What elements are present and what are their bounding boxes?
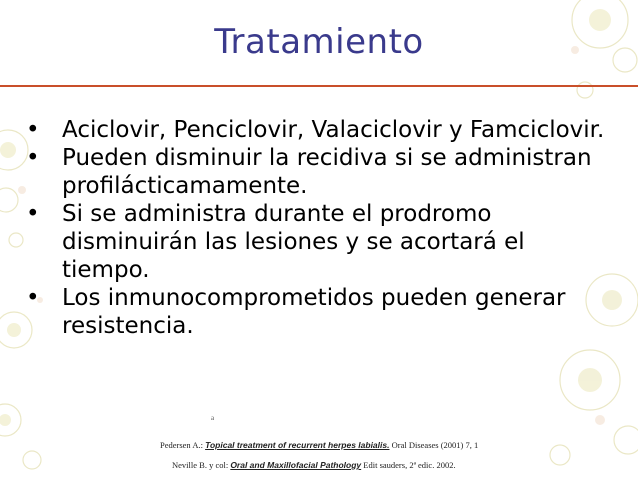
bullet-text: Los inmunocomprometidos pueden generar resistencia. [62, 285, 566, 339]
reference-line [160, 440, 478, 450]
small-marker: a [211, 414, 215, 422]
bullet-item [26, 116, 616, 144]
bullet-item [26, 200, 616, 284]
bullet-item [26, 284, 616, 340]
title-divider [0, 85, 638, 87]
reference-title: Topical treatment of recurrent herpes labialis. [205, 440, 390, 450]
bullet-dot: • [26, 201, 40, 227]
bullet-text: Aciclovir, Penciclovir, Valaciclovir y Famciclovir. [62, 117, 605, 143]
reference-author: Neville B. y col: [172, 460, 229, 470]
bullet-item [26, 144, 616, 200]
bullet-list [26, 116, 616, 340]
bullet-text: Pueden disminuir la recidiva si se administran profilácticamamente. [62, 145, 592, 199]
reference-source: Oral Diseases (2001) 7, 1 [391, 440, 479, 450]
bullet-dot: • [26, 117, 40, 143]
reference-source: Edit sauders, 2ª edic. 2002. [363, 460, 456, 470]
reference-author: Pedersen A.: [160, 440, 203, 450]
bullet-dot: • [26, 145, 40, 171]
bullet-dot: • [26, 285, 40, 311]
reference-title: Oral and Maxillofacial Pathology [230, 460, 362, 470]
reference-line [172, 460, 456, 470]
slide-title: Tratamiento [214, 22, 424, 62]
bullet-text: Si se administra durante el prodromo disminuirán las lesiones y se acortará el tiempo. [62, 201, 525, 283]
